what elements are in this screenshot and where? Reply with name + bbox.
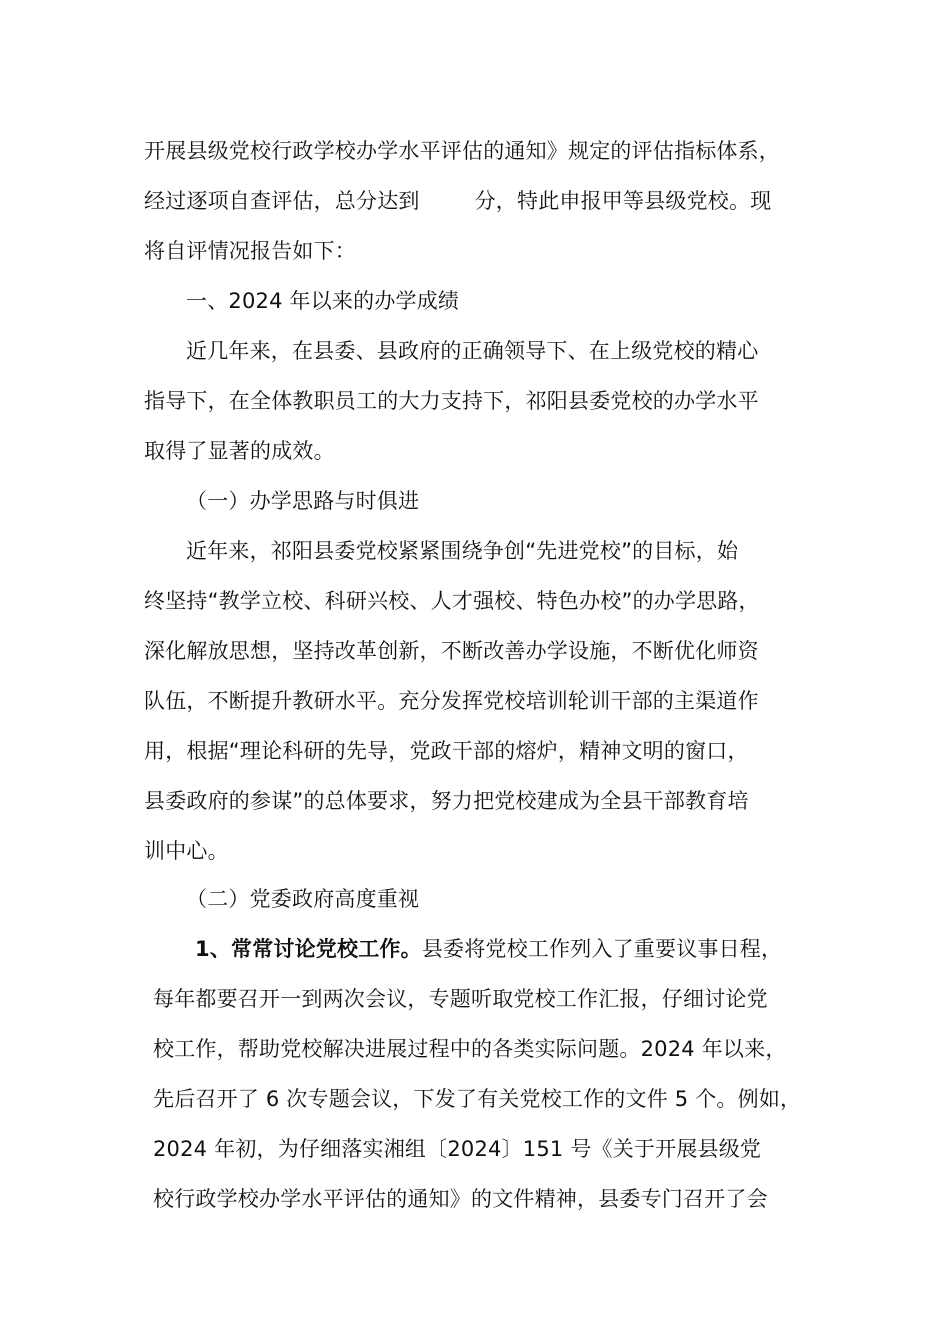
paragraph-line <box>195 934 782 964</box>
paragraph-line: 用，根据“理论科研的先导，党政干部的熔炉，精神文明的窗口， <box>144 739 749 763</box>
section-heading: 一、2024 年以来的办学成绩 <box>186 289 460 313</box>
paragraph-line: 开展县级党校行政学校办学水平评估的通知》规定的评估指标体系， <box>144 139 780 163</box>
paragraph-line: 指导下，在全体教职员工的大力支持下，祁阳县委党校的办学水平 <box>144 389 759 413</box>
paragraph-line: 近几年来，在县委、县政府的正确领导下、在上级党校的精心 <box>186 339 759 363</box>
paragraph-line: 县委政府的参谋”的总体要求，努力把党校建成为全县干部教育培 <box>144 789 749 813</box>
paragraph-line: 取得了显著的成效。 <box>144 439 335 463</box>
paragraph-line: 校工作，帮助党校解决进展过程中的各类实际问题。2024 年以来， <box>153 1037 787 1061</box>
paragraph-text: 县委将党校工作列入了重要议事日程， <box>421 937 783 961</box>
paragraph-line: 将自评情况报告如下： <box>144 239 356 263</box>
bold-lead-text: 1、常常讨论党校工作。 <box>195 937 422 961</box>
paragraph-line: 先后召开了 6 次专题会议，下发了有关党校工作的文件 5 个。例如， <box>153 1087 802 1111</box>
paragraph-line: 终坚持“教学立校、科研兴校、人才强校、特色办校”的办学思路， <box>144 589 760 613</box>
paragraph-line: 2024 年初，为仔细落实湘组〔2024〕151 号《关于开展县级党 <box>153 1137 762 1161</box>
paragraph-line: 训中心。 <box>144 839 229 863</box>
paragraph-line: 每年都要召开一到两次会议，专题听取党校工作汇报，仔细讨论党 <box>153 987 768 1011</box>
paragraph-line: 队伍，不断提升教研水平。充分发挥党校培训轮训干部的主渠道作 <box>144 689 759 713</box>
paragraph-line: 近年来，祁阳县委党校紧紧围绕争创“先进党校”的目标，始 <box>186 539 739 563</box>
subsection-heading: （二）党委政府高度重视 <box>186 887 420 911</box>
subsection-heading: （一）办学思路与时俱进 <box>186 489 420 513</box>
paragraph-line: 校行政学校办学水平评估的通知》的文件精神，县委专门召开了会 <box>153 1187 768 1211</box>
paragraph-line: 经过逐项自查评估，总分达到 分，特此申报甲等县级党校。现 <box>144 189 772 213</box>
paragraph-line: 深化解放思想，坚持改革创新，不断改善办学设施，不断优化师资 <box>144 639 759 663</box>
